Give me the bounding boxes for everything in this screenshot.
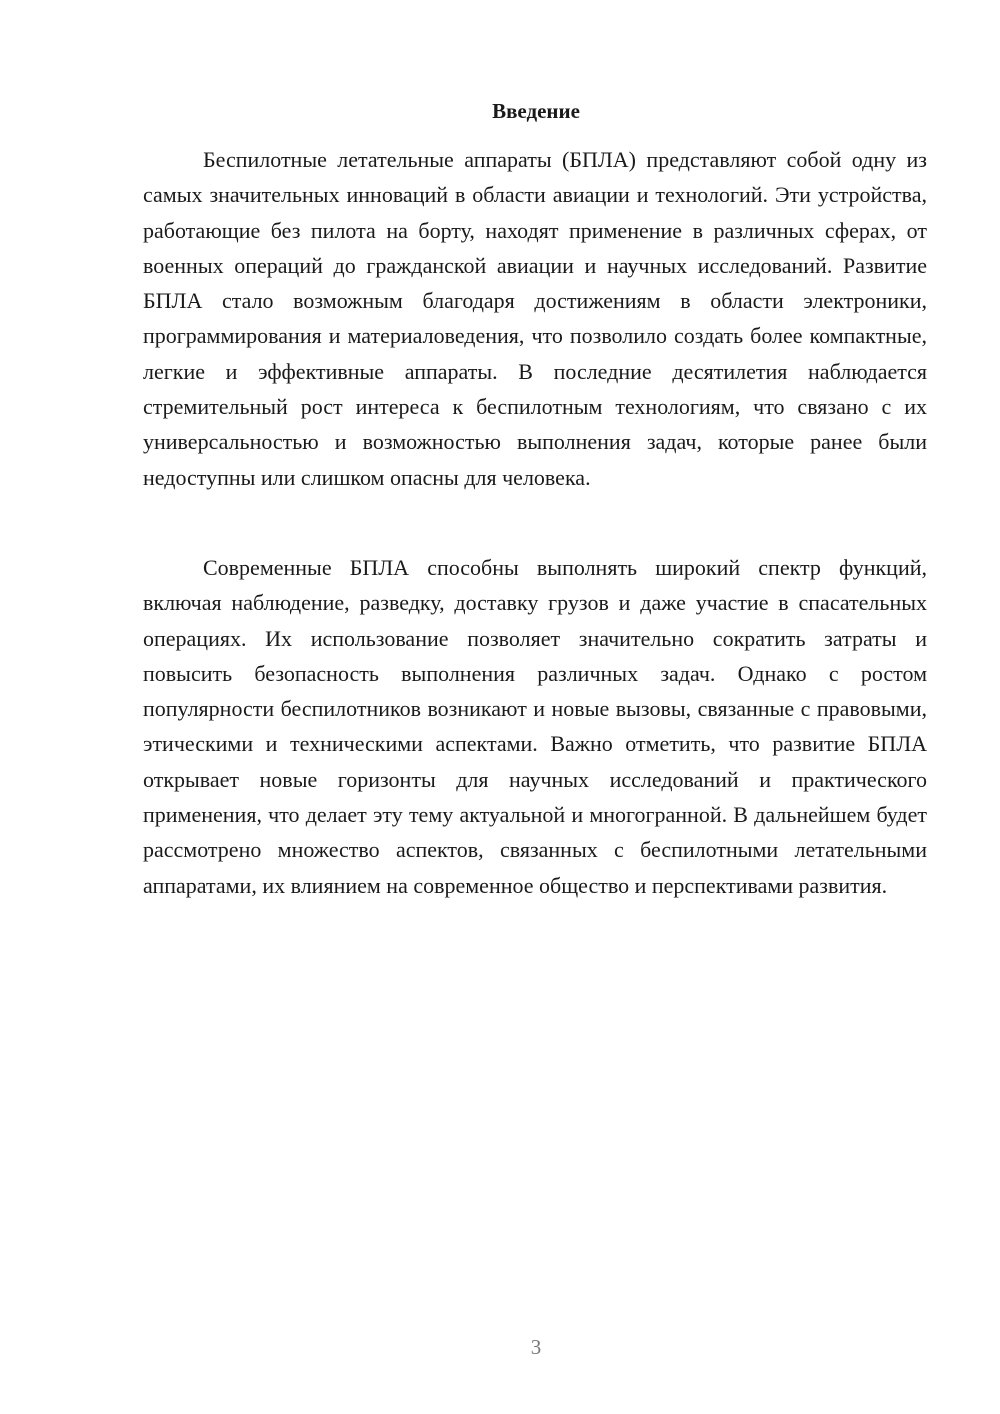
paragraph-intro: Беспилотные летательные аппараты (БПЛА) представляют собой одну из самых значительных инноваций в области авиации и технологий. Эти устройства, работающие без пилота на борту, находят применение в различных сферах, от военных операций до гражданской авиации и научных исследований. Развитие БПЛА стало возможным благодаря достижениям в области электроники, программирования и материаловедения, что позволило создать более компактные, легкие и эффективные аппараты. В последние десятилетия наблюдается стремительный рост интереса к беспилотным технологиям, что связано с их универсальностью и возможностью выполнения задач, которые ранее были недоступны или слишком опасны для человека. — [143, 147, 927, 490]
paragraph-applications: Современные БПЛА способны выполнять широкий спектр функций, включая наблюдение, разведку, доставку грузов и даже участие в спасательных операциях. Их использование позволяет значительно сократить затраты и повысить безопасность выполнения различных задач. Однако с ростом популярности беспилотников возникают и новые вызовы, связанные с правовыми, этическими и техническими аспектами. Важно отметить, что развитие БПЛА открывает новые горизонты для научных исследований и практического применения, что делает эту тему актуальной и многогранной. В дальнейшем будет рассмотрено множество аспектов, связанных с беспилотными летательными аппаратами, их влиянием на современное общество и перспективами развития. — [143, 555, 927, 898]
section-heading: Введение — [492, 99, 580, 123]
page-number: 3 — [530, 1335, 542, 1359]
